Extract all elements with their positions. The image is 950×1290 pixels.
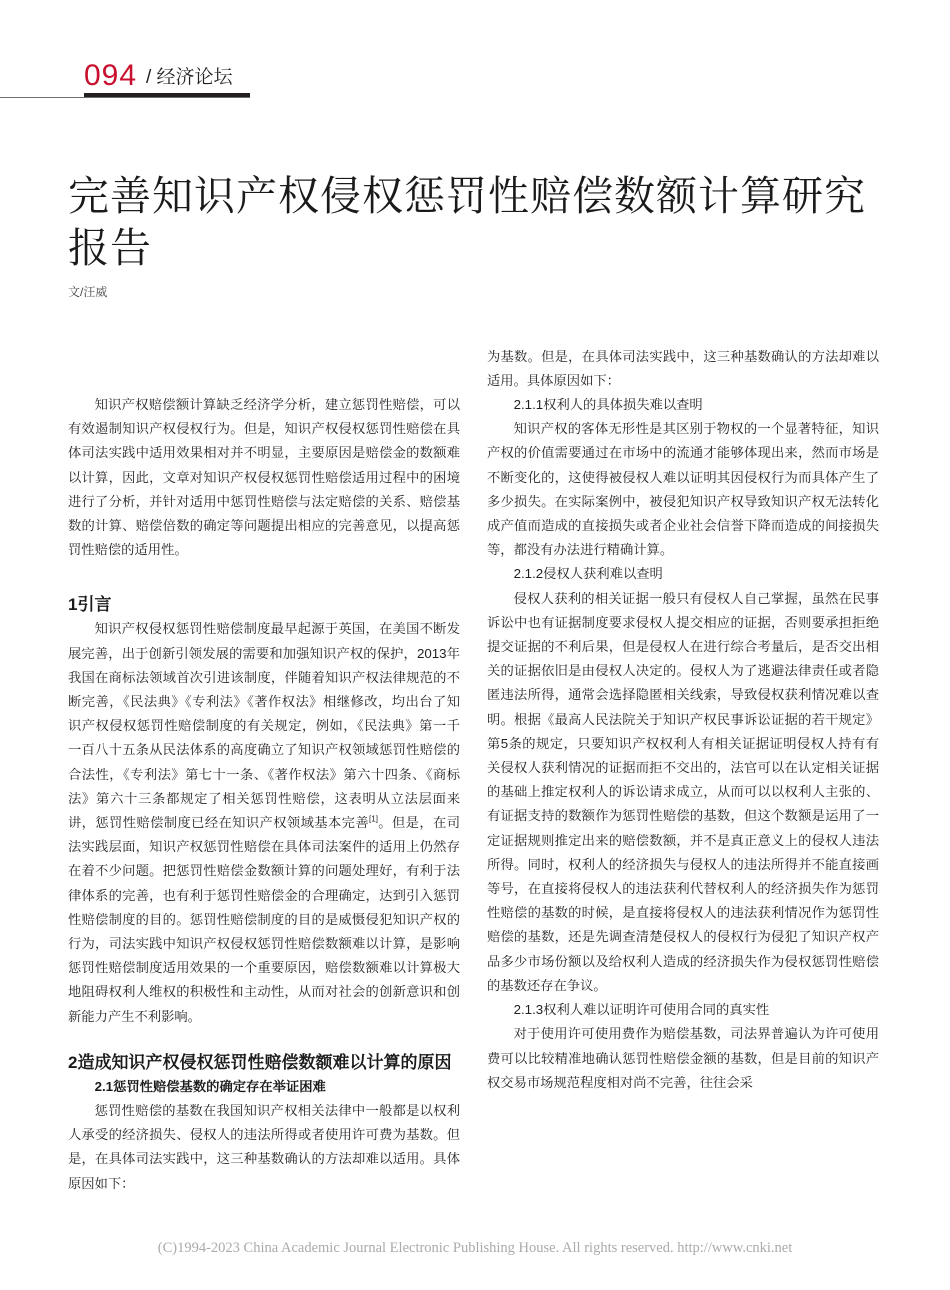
citation-marker: [1]: [369, 814, 378, 824]
section1-text-b: 。但是，在司法实践层面，知识产权惩罚性赔偿在具体司法案件的适用上仍然存在着不少问题。把惩罚性赔偿金数额计算的问题处理好，有利于法律体系的完善，也有利于惩罚性赔偿金的合理确定，达到引入惩罚性赔偿制度的目的。惩罚性赔偿制度的目的是威慑侵犯知识产权的行为，司法实践中知识产权侵权惩罚性赔偿数额难以计算，是影响惩罚性赔偿制度适用效果的一个重要原因，赔偿数额难以计算极大地阻碍权利人维权的积极性和主动性，从而对社会的创新意识和创新能力产生不利影响。: [68, 815, 461, 1024]
section1-paragraph: [68, 617, 460, 1028]
section2-1-3-paragraph: 对于使用许可使用费作为赔偿基数，司法界普遍认为许可使用费可以比较精准地确认惩罚性赔偿金额的基数，但是目前的知识产权交易市场规范程度相对尚不完善，往往会采: [487, 1026, 879, 1090]
copyright-footer: (C)1994-2023 China Academic Journal Electronic Publishing House. All rights reserved. http://www.cnki.net: [157, 1240, 793, 1256]
section2-1-3-heading: 2.1.3权利人难以证明许可使用合同的真实性: [513, 1002, 770, 1018]
article-title: 完善知识产权侵权惩罚性赔偿数额计算研究报告: [68, 173, 866, 271]
section2-1-paragraph-tail: 为基数。但是，在具体司法实践中，这三种基数确认的方法却难以适用。具体原因如下：: [487, 348, 879, 388]
section2-heading: 2造成知识产权侵权惩罚性赔偿数额难以计算的原因: [68, 1052, 452, 1072]
section2-1-heading: 2.1惩罚性赔偿基数的确定存在举证困难: [94, 1078, 326, 1094]
section2-1-2-paragraph: 侵权人获利的相关证据一般只有侵权人自己掌握，虽然在民事诉讼中也有证据制度要求侵权人提交相应的证据，否则要承担拒绝提交证据的不利后果，但是侵权人在进行综合考量后，是否交出相关的证据依旧是由侵权人决定的。侵权人为了逃避法律责任或者隐匿违法所得，通常会选择隐匿相关线索，导致侵权获利情况难以查明。根据《最高人民法院关于知识产权民事诉讼证据的若干规定》第5条的规定，只要知识产权权利人有相关证据证明侵权人持有有关侵权人获利情况的证据而拒不交出的，法官可以在认定相关证据的基础上推定权利人的诉讼请求成立，从而可以以权利人主张的、有证据支持的数额作为惩罚性赔偿的基数，但这个数额是运用了一定证据规则推定出来的赔偿数额，并不是真正意义上的侵权人违法所得。同时，权利人的经济损失与侵权人的违法所得并不能直接画等号，在直接将侵权人的违法获利代替权利人的经济损失作为惩罚性赔偿的基数的时候，是直接将侵权人的违法获利情况作为惩罚性赔偿的基数，还是先调查清楚侵权人的侵权行为侵犯了知识产权产品多少市场份额以及给权利人造成的经济损失作为侵权惩罚性赔偿的基数还存在争议。: [487, 590, 879, 993]
section-label: / 经济论坛: [146, 67, 233, 88]
right-column: [487, 348, 879, 1095]
author-byline: 文/汪威: [68, 285, 108, 299]
left-column: [68, 393, 461, 1191]
section2-1-paragraph: 惩罚性赔偿的基数在我国知识产权相关法律中一般都是以权利人承受的经济损失、侵权人的违法所得或者使用许可费为基数。但是，在具体司法实践中，这三种基数确认的方法却难以适用。具体原因如下：: [68, 1103, 460, 1191]
section2-1-2-heading: 2.1.2侵权人获利难以查明: [513, 566, 663, 582]
section1-heading: 1引言: [68, 595, 112, 615]
section2-1-1-heading: 2.1.1权利人的具体损失难以查明: [513, 397, 703, 413]
header-rule: [0, 97, 250, 98]
section2-1-1-paragraph: 知识产权的客体无形性是其区别于物权的一个显著特征，知识产权的价值需要通过在市场中的流通才能够体现出来，然而市场是不断变化的，这使得被侵权人难以证明其因侵权行为而具体产生了多少损失。在实际案例中，被侵犯知识产权导致知识产权无法转化成产值而造成的直接损失或者企业社会信誉下降而造成的间接损失等，都没有办法进行精确计算。: [487, 421, 879, 558]
abstract-paragraph: 知识产权赔偿额计算缺乏经济学分析，建立惩罚性赔偿，可以有效遏制知识产权侵权行为。但是，知识产权侵权惩罚性赔偿在具体司法实践中适用效果相对并不明显，主要原因是赔偿金的数额难以计算，因此，文章对知识产权侵权惩罚性赔偿适用过程中的困境进行了分析，并针对适用中惩罚性赔偿与法定赔偿的关系、赔偿基数的计算、赔偿倍数的确定等问题提出相应的完善意见，以提高惩罚性赔偿的适用性。: [68, 397, 460, 558]
section1-text-a: 知识产权侵权惩罚性赔偿制度最早起源于英国，在美国不断发展完善，出于创新引领发展的需要和加强知识产权的保护，2013年我国在商标法领域首次引进该制度，伴随着知识产权法律规范的不断完善，《民法典》《专利法》《著作权法》相继修改，均出台了知识产权侵权惩罚性赔偿制度的有关规定，例如，《民法典》第一千一百八十五条从民法体系的高度确立了知识产权领域惩罚性赔偿的合法性，《专利法》第七十一条、《著作权法》第六十四条、《商标法》第六十三条都规定了相关惩罚性赔偿，这表明从立法层面来讲，惩罚性赔偿制度已经在知识产权领域基本完善: [68, 621, 460, 831]
page-number: 094: [84, 59, 138, 92]
